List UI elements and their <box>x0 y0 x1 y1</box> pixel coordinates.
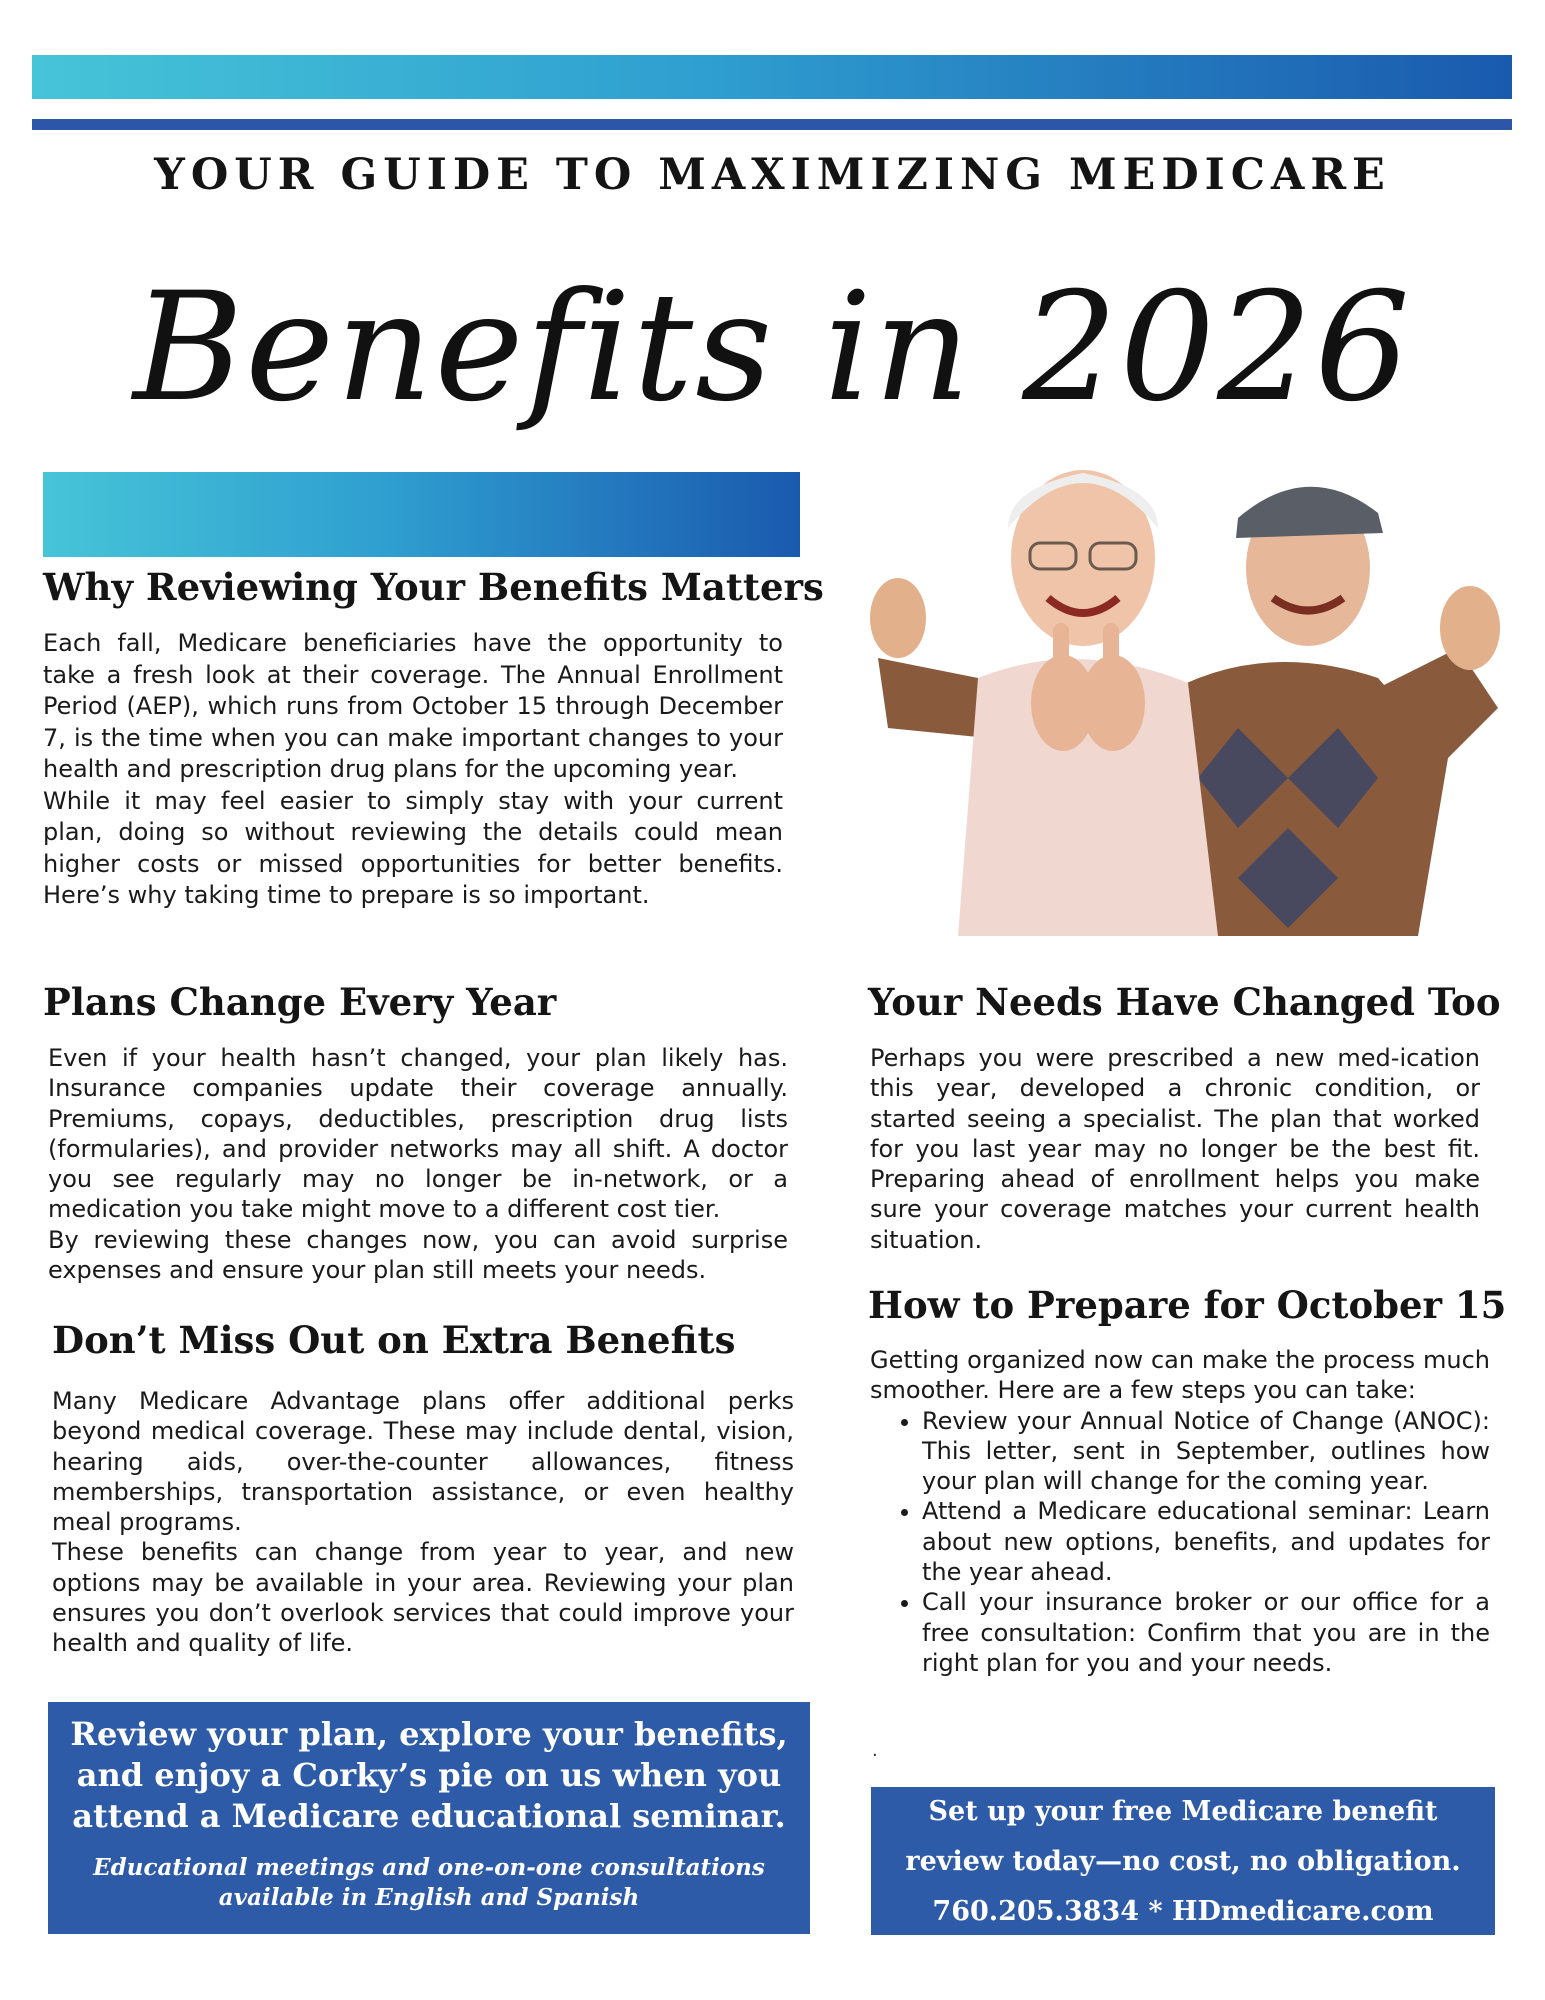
prepare-heading: How to Prepare for October 15 <box>868 1283 1507 1327</box>
stray-mark: . <box>872 1740 878 1761</box>
extra-heading: Don’t Miss Out on Extra Benefits <box>52 1318 736 1362</box>
plans-paragraph-1: Even if your health hasn’t changed, your plan likely has. Insurance companies update their coverage annually. Premiums, copays, deductibles, prescription drug lists (formularies), and provider networks may all shift. A doctor you see regularly may no longer be in-network, or a medication you take might move to a different cost tier. <box>48 1044 788 1224</box>
extra-paragraph-1: Many Medicare Advantage plans offer additional perks beyond medical coverage. These may include dental, vision, hearing aids, over-the-counter allowances, fitness memberships, transportation assistance, or even healthy meal programs. <box>52 1387 794 1537</box>
top-rule <box>32 119 1512 130</box>
prepare-intro: Getting organized now can make the process much smoother. Here are a few steps you can take: <box>870 1346 1490 1405</box>
prepare-step: • Attend a Medicare educational seminar: Learn about new options, benefits, and updates for the year ahead. <box>922 1496 1490 1587</box>
consultation-line-2: review today—no cost, no obligation. <box>905 1846 1461 1877</box>
contact-info[interactable]: 760.205.3834 * HDmedicare.com <box>932 1896 1434 1927</box>
seniors-illustration <box>858 448 1522 936</box>
why-heading: Why Reviewing Your Benefits Matters <box>43 565 824 609</box>
why-body <box>43 628 783 912</box>
page-title: Benefits in 2026 <box>133 261 1412 435</box>
consultation-callout <box>871 1787 1495 1935</box>
needs-body <box>870 1043 1480 1255</box>
plans-body <box>48 1043 788 1285</box>
extra-body <box>52 1386 794 1659</box>
seniors-photo <box>858 448 1522 936</box>
guide-title: YOUR GUIDE TO MAXIMIZING MEDICARE <box>154 150 1391 200</box>
seminar-callout <box>48 1702 810 1934</box>
prepare-body <box>870 1345 1490 1678</box>
why-paragraph-2: While it may feel easier to simply stay with your current plan, doing so without reviewing the details could mean higher costs or missed opportunities for better benefits. Here’s why taking time to prepare is so important. <box>43 786 783 909</box>
prepare-steps-list <box>870 1406 1490 1679</box>
needs-heading: Your Needs Have Changed Too <box>868 980 1501 1024</box>
extra-paragraph-2: These benefits can change from year to year, and new options may be available in your area. Reviewing your plan ensures you don’t overlook services that could improve your health and quality of life. <box>52 1538 794 1658</box>
prepare-step: • Call your insurance broker or our office for a free consultation: Confirm that you are in the right plan for you and your needs. <box>922 1587 1490 1678</box>
consultation-line-1: Set up your free Medicare benefit <box>928 1796 1438 1827</box>
seminar-callout-subtext: Educational meetings and one-on-one consultations available in English and Spanish <box>93 1854 765 1911</box>
plans-paragraph-2: By reviewing these changes now, you can avoid surprise expenses and ensure your plan still meets your needs. <box>48 1225 788 1285</box>
seminar-callout-text: Review your plan, explore your benefits, and enjoy a Corky’s pie on us when you attend a Medicare educational seminar. <box>70 1715 788 1835</box>
plans-heading: Plans Change Every Year <box>43 980 557 1024</box>
top-gradient-bar <box>32 55 1512 99</box>
section-gradient-bar <box>43 472 800 557</box>
prepare-step: • Review your Annual Notice of Change (ANOC): This letter, sent in September, outlines how your plan will change for the coming year. <box>922 1406 1490 1497</box>
why-paragraph-1: Each fall, Medicare beneficiaries have the opportunity to take a fresh look at their coverage. The Annual Enrollment Period (AEP), which runs from October 15 through December 7, is the time when you can make important changes to your health and prescription drug plans for the upcoming year. <box>43 629 783 783</box>
needs-paragraph-1: Perhaps you were prescribed a new med-ication this year, developed a chronic condition, or started seeing a specialist. The plan that worked for you last year may no longer be the best fit. Preparing ahead of enrollment helps you make sure your coverage matches your current health situation. <box>870 1044 1480 1254</box>
